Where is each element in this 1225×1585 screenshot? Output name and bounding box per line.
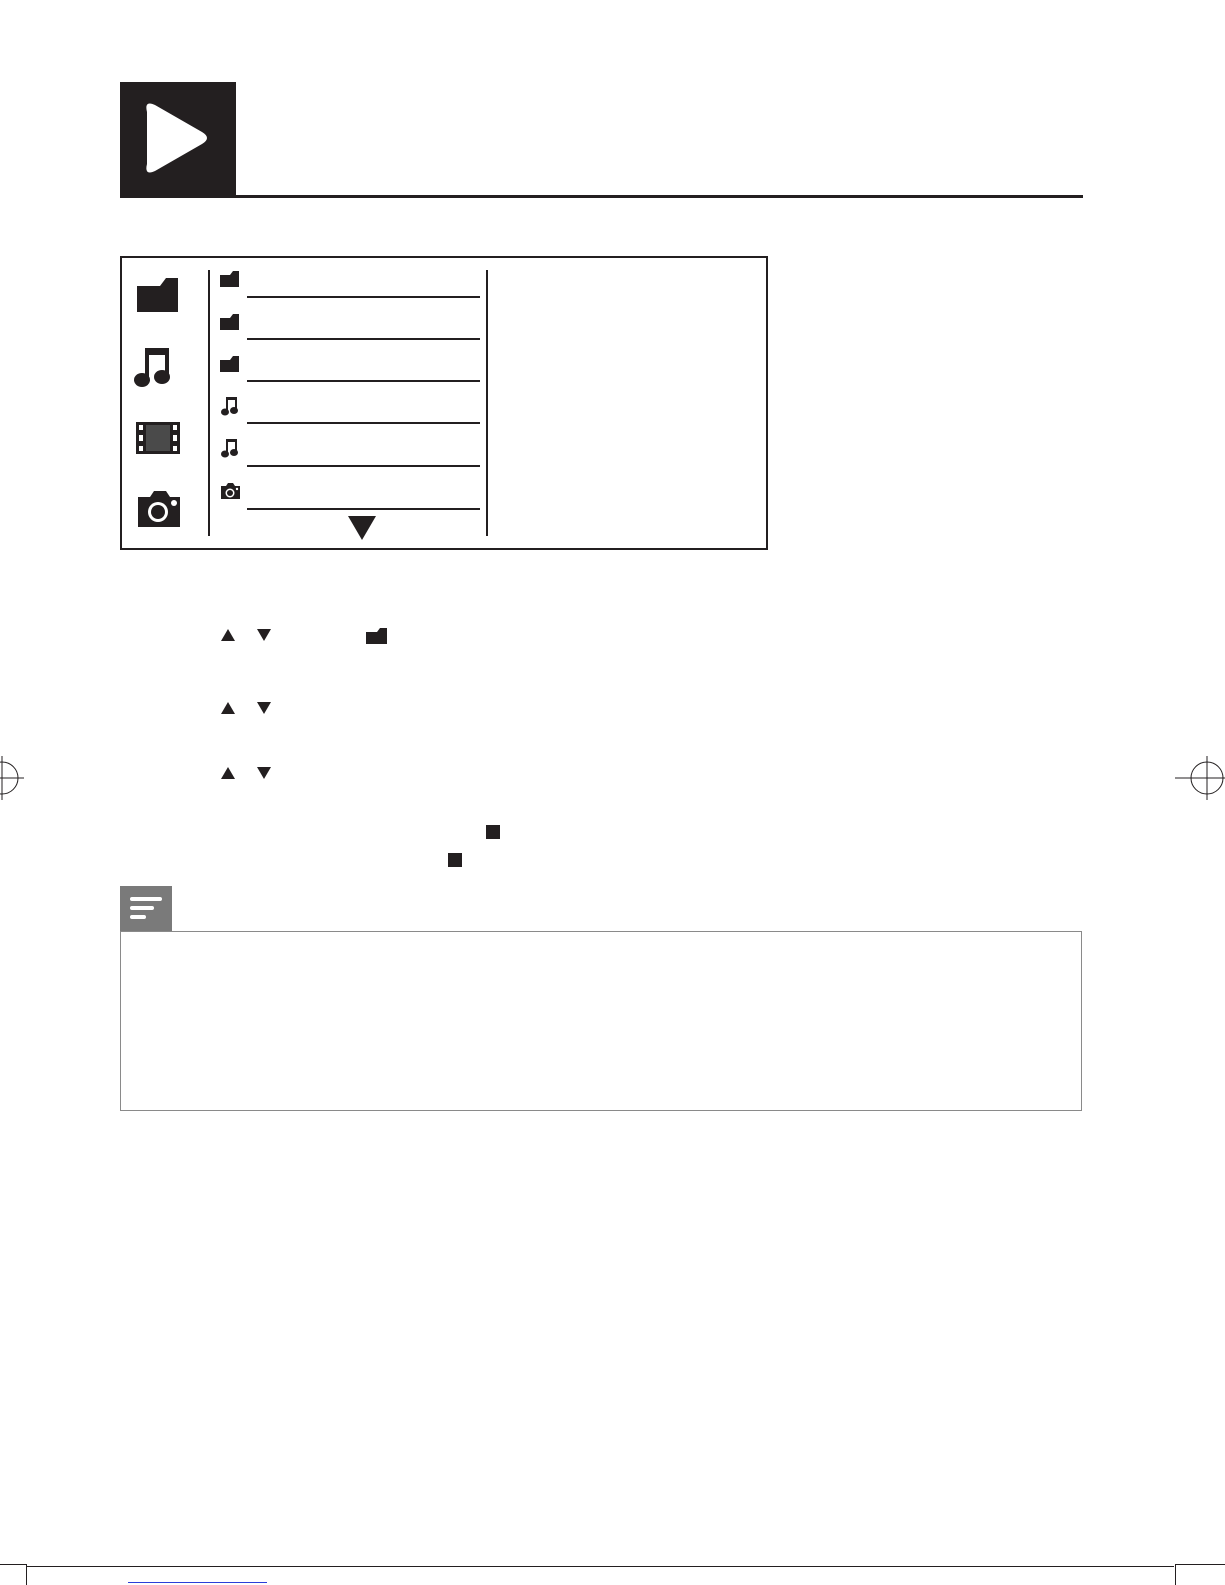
list-row-line — [247, 296, 480, 298]
down-triangle-icon — [348, 516, 376, 540]
music-note-icon — [221, 438, 239, 458]
note-tab — [120, 886, 172, 932]
registration-mark-right — [1175, 756, 1225, 800]
column-divider — [208, 270, 210, 536]
list-row-line — [247, 465, 480, 467]
down-arrow-icon — [257, 702, 271, 714]
header-rule — [120, 195, 1083, 198]
film-icon — [136, 422, 180, 454]
note-icon — [120, 886, 172, 932]
folder-icon — [220, 270, 240, 288]
registration-mark-left — [0, 756, 24, 800]
link-underline — [128, 1582, 267, 1583]
folder-icon — [366, 627, 388, 645]
crop-mark — [1175, 1564, 1176, 1585]
list-row-line — [247, 338, 480, 340]
column-divider — [486, 270, 488, 536]
list-row-line — [247, 508, 480, 510]
crop-mark — [0, 1564, 26, 1565]
stop-icon — [486, 825, 500, 839]
chapter-play-block — [120, 82, 236, 198]
list-row-line — [247, 380, 480, 382]
crop-mark — [26, 1564, 27, 1585]
down-arrow-icon — [257, 629, 271, 641]
camera-icon — [220, 482, 241, 500]
media-browser-illustration — [120, 256, 768, 550]
music-note-icon — [221, 396, 239, 416]
stop-icon — [448, 853, 462, 867]
folder-icon — [136, 276, 180, 314]
up-arrow-icon — [221, 702, 235, 714]
note-box — [120, 931, 1082, 1111]
up-arrow-icon — [221, 629, 235, 641]
page-trim-line — [26, 1566, 1174, 1567]
list-row-line — [247, 422, 480, 424]
camera-icon — [136, 489, 182, 529]
crop-mark — [1175, 1564, 1225, 1565]
down-arrow-icon — [257, 767, 271, 779]
music-note-icon — [134, 346, 174, 388]
play-icon — [120, 82, 236, 198]
folder-icon — [220, 355, 240, 373]
folder-icon — [220, 313, 240, 331]
up-arrow-icon — [221, 767, 235, 779]
